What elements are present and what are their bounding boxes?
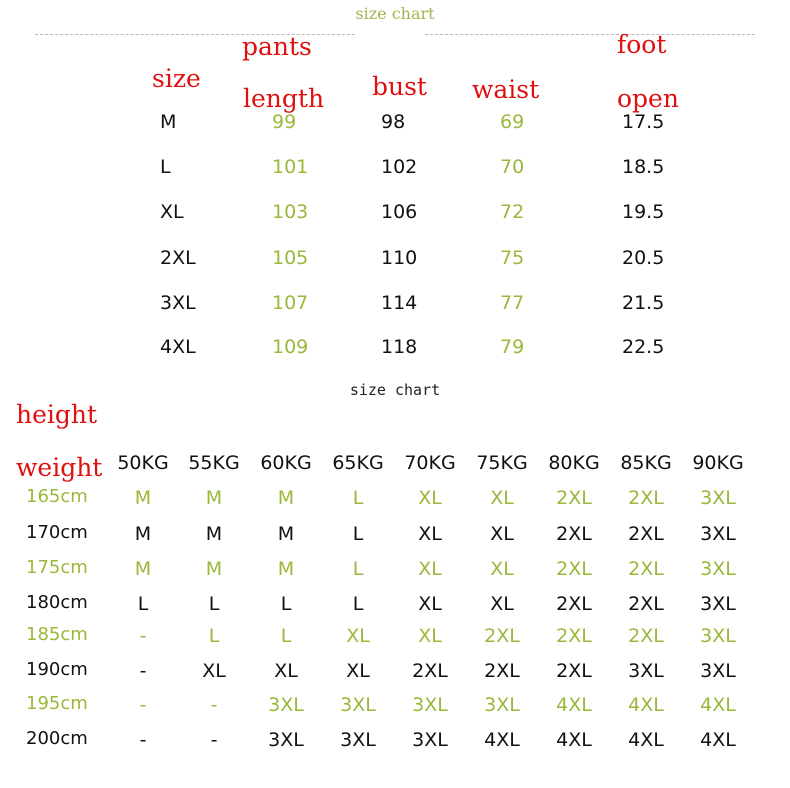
size-cell: M (134, 558, 152, 580)
size-cell: L (352, 523, 364, 545)
length-cell: 107 (272, 292, 309, 314)
size-cell: M (134, 487, 152, 509)
height-label: height (16, 400, 98, 429)
size-cell: XL (490, 487, 514, 509)
size-cell: 2XL (628, 625, 664, 647)
waist-cell: 69 (500, 111, 525, 133)
size-cell: 2XL (628, 523, 664, 545)
size-cell: - (210, 729, 218, 751)
size-cell: 4XL (160, 336, 196, 358)
size-cell: L (208, 593, 220, 615)
header-waist: waist (472, 75, 540, 104)
size-cell: 2XL (556, 593, 592, 615)
size-cell: XL (490, 558, 514, 580)
size-cell: 2XL (628, 487, 664, 509)
size-cell: 2XL (160, 247, 196, 269)
size-cell: 3XL (700, 625, 736, 647)
height-row-label: 165cm (26, 486, 88, 507)
height-row-label: 170cm (26, 522, 88, 543)
size-cell: M (277, 487, 295, 509)
length-cell: 105 (272, 247, 309, 269)
header-length: length (243, 84, 325, 113)
size-cell: 3XL (340, 729, 376, 751)
size-cell: L (160, 156, 171, 178)
size-cell: 3XL (412, 729, 448, 751)
bust-cell: 118 (381, 336, 418, 358)
header-open: open (617, 84, 679, 113)
size-cell: XL (490, 593, 514, 615)
waist-cell: 79 (500, 336, 525, 358)
size-cell: XL (202, 660, 226, 682)
size-cell: 3XL (700, 558, 736, 580)
foot-open-cell: 18.5 (622, 156, 665, 178)
weight-column-header: 50KG (117, 452, 169, 474)
size-cell: XL (418, 523, 442, 545)
size-cell: XL (346, 625, 370, 647)
waist-cell: 75 (500, 247, 525, 269)
bust-cell: 110 (381, 247, 418, 269)
size-cell: 3XL (628, 660, 664, 682)
size-cell: 2XL (628, 558, 664, 580)
bust-cell: 102 (381, 156, 418, 178)
height-row-label: 190cm (26, 659, 88, 680)
size-cell: 3XL (700, 660, 736, 682)
size-cell: - (139, 660, 147, 682)
weight-column-header: 55KG (188, 452, 240, 474)
bust-cell: 114 (381, 292, 418, 314)
size-cell: L (352, 558, 364, 580)
size-cell: 3XL (412, 694, 448, 716)
size-cell: M (277, 523, 295, 545)
size-cell: M (205, 523, 223, 545)
size-cell: 2XL (484, 660, 520, 682)
size-cell: - (139, 729, 147, 751)
size-cell: M (160, 111, 177, 133)
size-cell: XL (160, 201, 184, 223)
size-cell: - (139, 694, 147, 716)
size-cell: 3XL (700, 593, 736, 615)
size-cell: 4XL (556, 729, 592, 751)
bust-cell: 98 (381, 111, 406, 133)
height-row-label: 185cm (26, 624, 88, 645)
size-cell: L (280, 625, 292, 647)
weight-column-header: 85KG (620, 452, 672, 474)
length-cell: 101 (272, 156, 309, 178)
height-row-label: 180cm (26, 592, 88, 613)
size-cell: 4XL (700, 694, 736, 716)
size-cell: 4XL (556, 694, 592, 716)
size-cell: L (208, 625, 220, 647)
size-cell: XL (490, 523, 514, 545)
size-cell: 3XL (484, 694, 520, 716)
size-cell: 3XL (700, 487, 736, 509)
weight-column-header: 75KG (476, 452, 528, 474)
size-cell: 2XL (412, 660, 448, 682)
header-foot: foot (617, 30, 667, 59)
length-cell: 109 (272, 336, 309, 358)
header-size: size (152, 64, 201, 93)
size-cell: 4XL (700, 729, 736, 751)
foot-open-cell: 17.5 (622, 111, 665, 133)
bust-cell: 106 (381, 201, 418, 223)
weight-column-header: 60KG (260, 452, 312, 474)
size-cell: M (134, 523, 152, 545)
foot-open-cell: 20.5 (622, 247, 665, 269)
waist-cell: 77 (500, 292, 525, 314)
size-cell: XL (418, 593, 442, 615)
size-cell: XL (418, 625, 442, 647)
weight-column-header: 70KG (404, 452, 456, 474)
waist-cell: 70 (500, 156, 525, 178)
size-cell: 3XL (160, 292, 196, 314)
height-row-label: 200cm (26, 728, 88, 749)
size-cell: M (205, 487, 223, 509)
size-cell: XL (346, 660, 370, 682)
weight-label: weight (16, 453, 103, 482)
size-cell: - (139, 625, 147, 647)
weight-column-header: 80KG (548, 452, 600, 474)
foot-open-cell: 19.5 (622, 201, 665, 223)
header-pants: pants (242, 32, 312, 61)
weight-column-header: 90KG (692, 452, 744, 474)
size-cell: 4XL (628, 694, 664, 716)
size-cell: M (205, 558, 223, 580)
size-cell: 2XL (556, 660, 592, 682)
size-cell: XL (274, 660, 298, 682)
size-cell: 2XL (556, 558, 592, 580)
size-cell: M (277, 558, 295, 580)
waist-cell: 72 (500, 201, 525, 223)
size-cell: 2XL (556, 523, 592, 545)
title-divider-right (425, 34, 755, 35)
size-cell: 3XL (700, 523, 736, 545)
length-cell: 103 (272, 201, 309, 223)
weight-column-header: 65KG (332, 452, 384, 474)
size-cell: XL (418, 487, 442, 509)
size-cell: 2XL (484, 625, 520, 647)
size-cell: L (280, 593, 292, 615)
size-cell: - (210, 694, 218, 716)
size-cell: 3XL (268, 729, 304, 751)
size-chart-title-1: size chart (355, 4, 435, 23)
size-cell: 3XL (268, 694, 304, 716)
size-cell: 4XL (484, 729, 520, 751)
size-cell: 3XL (340, 694, 376, 716)
size-cell: XL (418, 558, 442, 580)
foot-open-cell: 21.5 (622, 292, 665, 314)
foot-open-cell: 22.5 (622, 336, 665, 358)
size-cell: L (352, 593, 364, 615)
size-cell: 2XL (556, 625, 592, 647)
size-cell: L (137, 593, 149, 615)
size-cell: 4XL (628, 729, 664, 751)
size-chart-title-2: size chart (349, 381, 441, 399)
header-bust: bust (372, 72, 427, 101)
height-row-label: 175cm (26, 557, 88, 578)
size-cell: L (352, 487, 364, 509)
height-row-label: 195cm (26, 693, 88, 714)
length-cell: 99 (272, 111, 297, 133)
size-cell: 2XL (556, 487, 592, 509)
size-cell: 2XL (628, 593, 664, 615)
